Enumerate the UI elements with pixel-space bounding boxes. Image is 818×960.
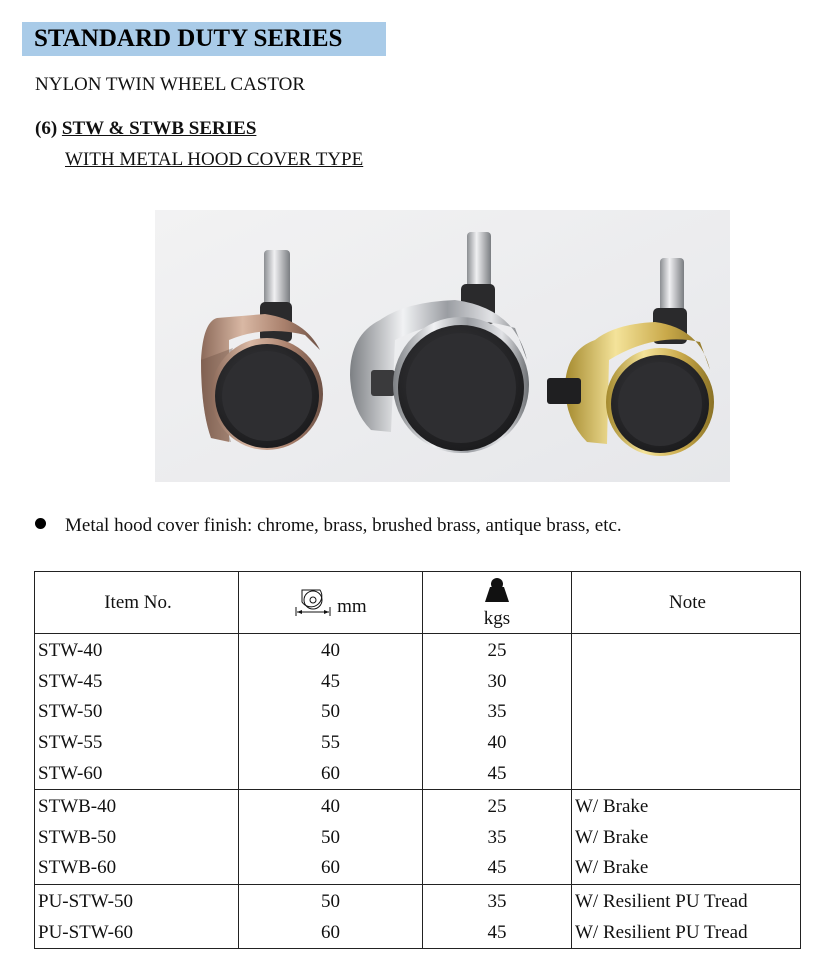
diameter-unit: mm [337, 595, 367, 617]
table-row [35, 884, 801, 917]
table-row [35, 823, 801, 854]
cell-diameter: 60 [239, 853, 423, 884]
cell-load: 30 [423, 667, 572, 698]
cell-item: PU-STW-50 [35, 884, 239, 917]
section-title: STW & STWB SERIES [61, 118, 257, 139]
cell-diameter: 40 [239, 634, 423, 667]
castor-photo [155, 210, 730, 482]
table-row [35, 758, 801, 789]
table-row [35, 667, 801, 698]
load-unit: kgs [483, 607, 511, 629]
table-row [35, 634, 801, 667]
cell-item: STWB-40 [35, 789, 239, 822]
cell-item: STW-45 [35, 667, 239, 698]
cell-note [572, 697, 801, 728]
group-pu-stw [35, 884, 801, 948]
cell-item: PU-STW-60 [35, 917, 239, 948]
table-row [35, 917, 801, 948]
cell-load: 35 [423, 697, 572, 728]
cell-item: STW-50 [35, 697, 239, 728]
load-weight-icon [423, 576, 571, 608]
cell-load: 45 [423, 917, 572, 948]
cell-load: 40 [423, 728, 572, 759]
finish-note [35, 515, 622, 537]
cell-diameter: 60 [239, 758, 423, 789]
cell-diameter: 50 [239, 697, 423, 728]
cell-note: W/ Brake [572, 789, 801, 822]
cell-diameter: 60 [239, 917, 423, 948]
cell-note [572, 728, 801, 759]
cell-note [572, 634, 801, 667]
series-title: STANDARD DUTY SERIES [22, 22, 386, 56]
cell-note: W/ Resilient PU Tread [572, 884, 801, 917]
bullet-icon [35, 518, 46, 529]
cell-load: 35 [423, 884, 572, 917]
header-note: Note [572, 572, 801, 634]
cell-diameter: 50 [239, 823, 423, 854]
cell-diameter: 40 [239, 789, 423, 822]
cell-load: 25 [423, 634, 572, 667]
cell-note: W/ Resilient PU Tread [572, 917, 801, 948]
cell-diameter: 50 [239, 884, 423, 917]
cell-diameter: 45 [239, 667, 423, 698]
product-subtitle: NYLON TWIN WHEEL CASTOR [35, 74, 306, 95]
finish-note-text: Metal hood cover finish: chrome, brass, brushed brass, antique brass, etc. [65, 515, 622, 536]
table-row [35, 853, 801, 884]
header-load [423, 572, 572, 634]
section-subtitle: WITH METAL HOOD COVER TYPE [65, 149, 364, 170]
group-stw [35, 634, 801, 790]
cell-note [572, 667, 801, 698]
table-row [35, 728, 801, 759]
cell-note: W/ Brake [572, 823, 801, 854]
cell-item: STWB-50 [35, 823, 239, 854]
cell-item: STW-55 [35, 728, 239, 759]
table-row [35, 697, 801, 728]
cell-load: 45 [423, 853, 572, 884]
table-header-row [35, 572, 801, 634]
section-heading [35, 118, 256, 140]
cell-note [572, 758, 801, 789]
cell-item: STWB-60 [35, 853, 239, 884]
spec-table [34, 571, 801, 949]
section-number: (6) [35, 118, 58, 139]
group-stwb [35, 789, 801, 884]
cell-diameter: 55 [239, 728, 423, 759]
wheel-diameter-icon [294, 588, 332, 618]
cell-load: 35 [423, 823, 572, 854]
cell-item: STW-40 [35, 634, 239, 667]
table-row [35, 789, 801, 822]
cell-load: 45 [423, 758, 572, 789]
cell-item: STW-60 [35, 758, 239, 789]
cell-load: 25 [423, 789, 572, 822]
header-diameter [239, 572, 423, 634]
header-item: Item No. [35, 572, 239, 634]
cell-note: W/ Brake [572, 853, 801, 884]
